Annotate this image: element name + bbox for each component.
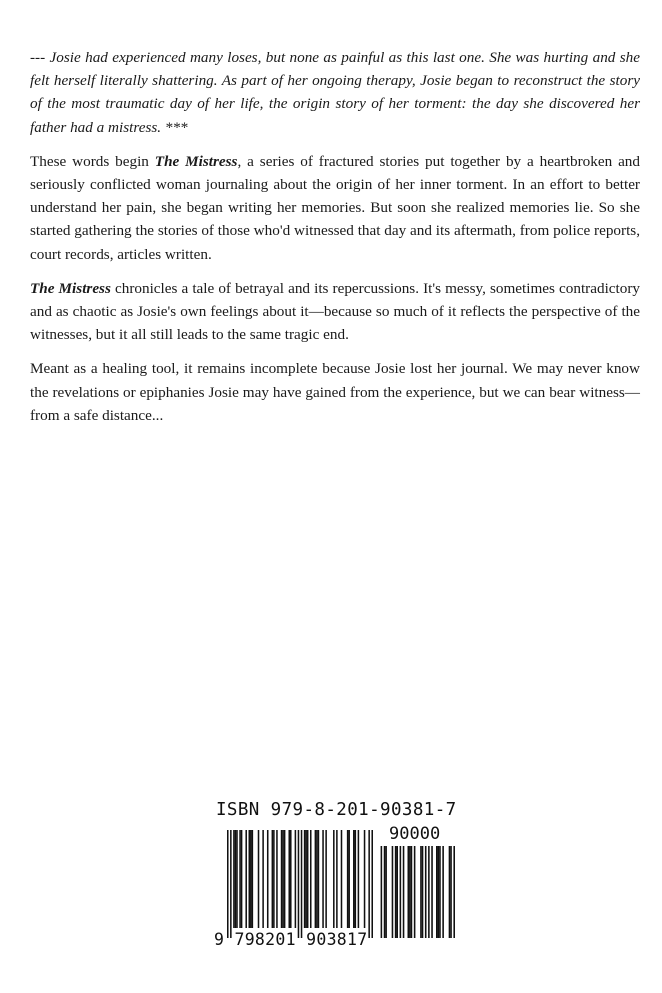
barcode-bar	[307, 830, 309, 928]
barcode-bar	[276, 830, 278, 928]
barcode-bar	[322, 830, 324, 928]
addon-bar	[414, 846, 416, 938]
isbn-barcode	[206, 796, 458, 954]
barcode-bar	[241, 830, 243, 928]
addon-bar	[431, 846, 433, 938]
barcode-bar	[236, 830, 238, 928]
barcode-bar	[282, 830, 284, 928]
barcode-bar	[368, 830, 370, 938]
p2-rest: chronicles a tale of betrayal and its repercussions. It's messy, sometimes contradictory and as chaotic as Josie's own feelings about it—because so much of it reflects the perspective of the witnesses, but it all still leads to the same tragic end.	[30, 279, 641, 344]
barcode-bar	[315, 830, 317, 928]
addon-bar	[385, 846, 387, 938]
barcode-bar	[301, 830, 303, 938]
barcode-bar	[249, 830, 251, 928]
barcode-bar	[262, 830, 264, 928]
barcode-bar	[298, 830, 300, 938]
addon-bar	[420, 846, 422, 938]
addon-bar	[395, 846, 397, 938]
book-title-inline: The Mistress	[30, 279, 111, 297]
addon-bar	[396, 846, 398, 938]
addon-bar	[425, 846, 427, 938]
barcode-bar	[290, 830, 292, 928]
barcode-bar	[288, 830, 290, 928]
barcode-bar	[304, 830, 306, 928]
p1-lead: These words begin	[30, 152, 155, 170]
barcode-bar	[333, 830, 335, 928]
barcode-bar	[341, 830, 343, 928]
barcode-bar	[273, 830, 275, 928]
addon-bar	[442, 846, 444, 938]
isbn-label: ISBN 979-8-201-90381-7	[216, 800, 457, 820]
barcode-bar	[336, 830, 338, 928]
addon-bar	[450, 846, 452, 938]
barcode-bar	[227, 830, 229, 938]
barcode-bar	[318, 830, 320, 928]
addon-bar	[438, 846, 440, 938]
addon-bar	[408, 846, 410, 938]
addon-bar	[411, 846, 413, 938]
addon-bars	[379, 846, 455, 940]
addon-bar	[409, 846, 411, 938]
addon-bar	[439, 846, 441, 938]
barcode-bar	[295, 830, 297, 928]
ean13-bars	[227, 830, 373, 940]
barcode-bar	[364, 830, 366, 928]
blurb-paragraph-2	[30, 277, 640, 347]
barcode-bar	[355, 830, 357, 928]
barcode-bar	[284, 830, 286, 928]
addon-bar	[428, 846, 430, 938]
barcode-bar	[235, 830, 237, 928]
barcode-bar	[239, 830, 241, 928]
barcode-bar	[358, 830, 360, 928]
barcode-bar	[281, 830, 283, 928]
addon-bar	[449, 846, 451, 938]
barcode-bar	[230, 830, 232, 938]
book-title-inline: The Mistress	[154, 152, 238, 170]
addon-bar	[392, 846, 394, 938]
barcode-bar	[348, 830, 350, 928]
barcode-bar	[250, 830, 252, 928]
barcode-bar	[258, 830, 260, 928]
barcode-bar	[310, 830, 312, 928]
barcode-bar	[353, 830, 355, 928]
blurb-paragraph-1	[30, 150, 640, 266]
barcode-bar	[347, 830, 349, 928]
barcode-bar	[371, 830, 373, 938]
barcode-bar	[325, 830, 327, 928]
ean-digits: 9 798201 903817	[214, 930, 368, 949]
barcode-bar	[245, 830, 247, 928]
blurb-paragraph-3: Meant as a healing tool, it remains incomplete because Josie lost her journal. We may never know the revelations or epiphanies Josie may have gained from the experience, but we can bear witness—from a safe distance...	[30, 360, 640, 424]
barcode-bar	[267, 830, 269, 928]
addon-bar	[453, 846, 455, 938]
addon-bar	[403, 846, 405, 938]
barcode-bar	[272, 830, 274, 928]
back-cover-blurb	[30, 46, 640, 438]
addon-bar	[381, 846, 383, 938]
addon-bar	[436, 846, 438, 938]
addon-bar	[422, 846, 424, 938]
barcode-bar	[305, 830, 307, 928]
barcode-bar	[233, 830, 235, 928]
p1-rest: , a series of fractured stories put together by a heartbroken and seriously conflicted woman journaling about the origin of her inner torment. In an effort to better understand her pain, she began writing her memories. But soon she realized memories lie. So she started gathering the stories of those who'd witnessed that day and its aftermath, from police reports, court records, articles written.	[30, 152, 640, 263]
addon-bar	[400, 846, 402, 938]
price-code: 90000	[389, 824, 441, 844]
addon-bar	[384, 846, 386, 938]
barcode-bar	[316, 830, 318, 928]
barcode-bar	[252, 830, 254, 928]
opening-quote: --- Josie had experienced many loses, but none as painful as this last one. She was hurting and she felt herself literally shattering. As part of her ongoing therapy, Josie began to reconstruct the story of the most traumatic day of her life, the origin story of her torment: the day she discovered her father had a mistress. ***	[30, 49, 640, 136]
